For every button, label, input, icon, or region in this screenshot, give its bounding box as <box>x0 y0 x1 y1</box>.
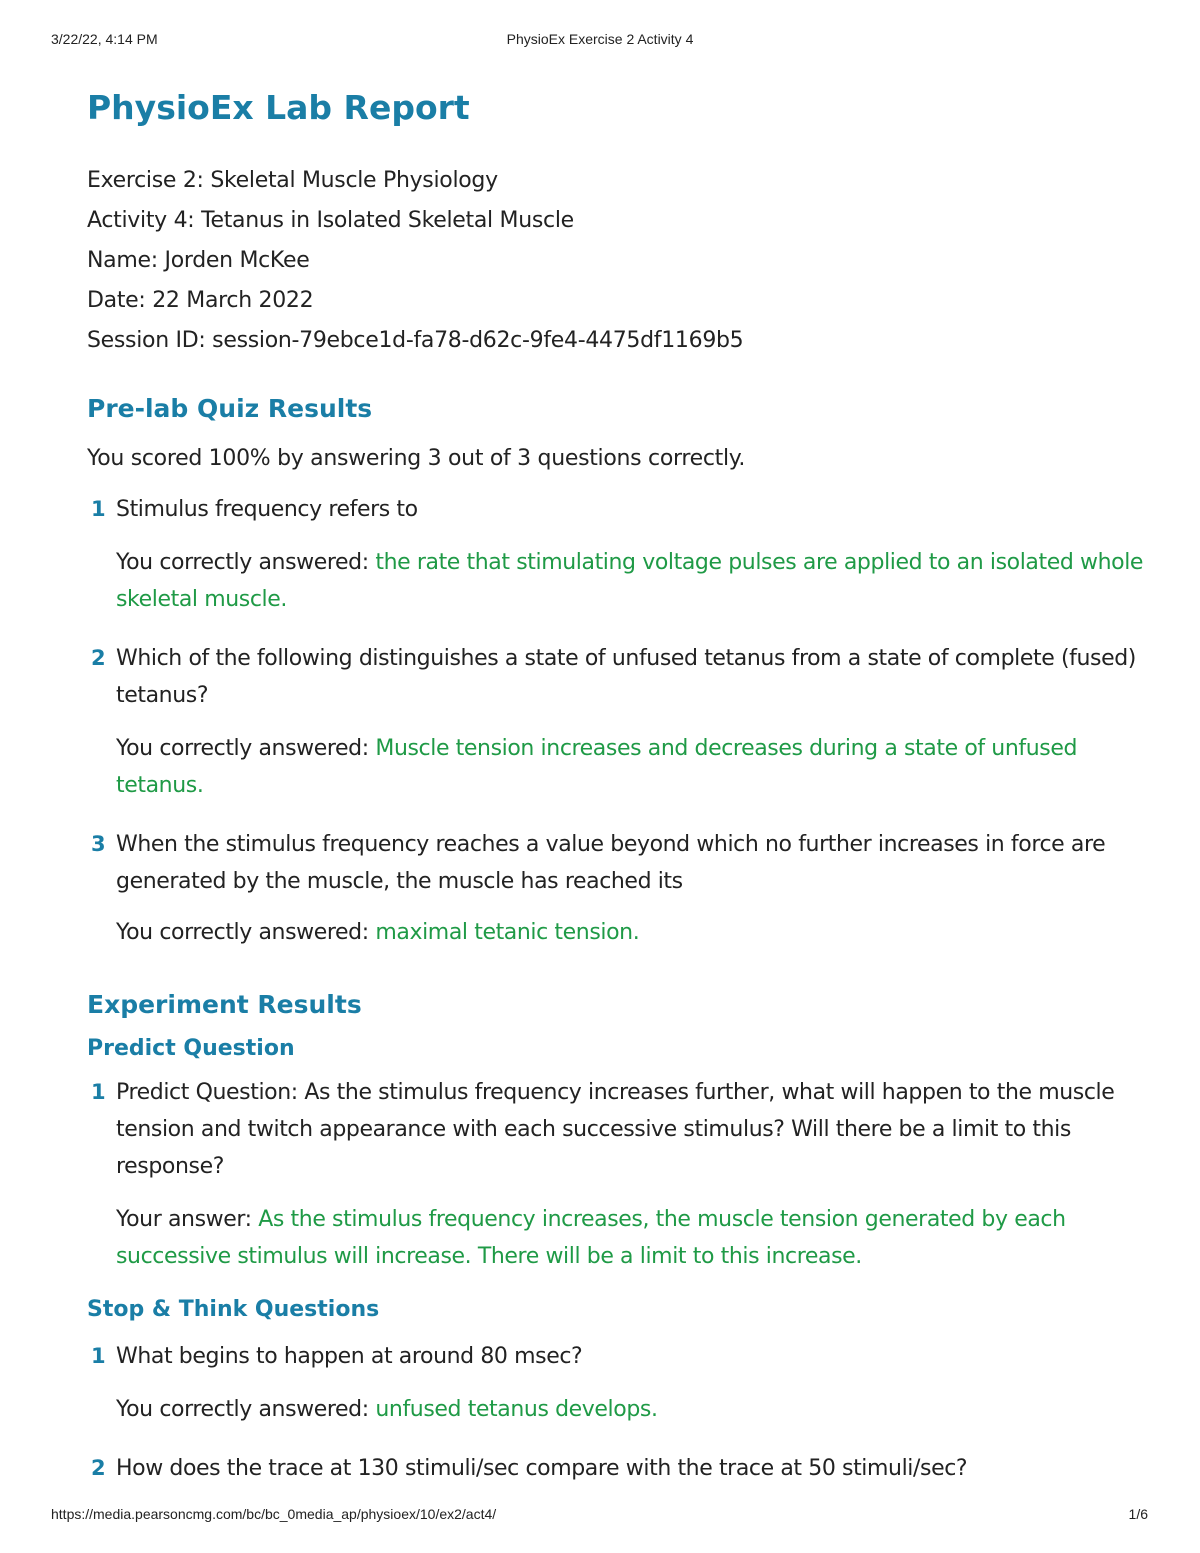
question-text: Which of the following distinguishes a state of unfused tetanus from a state of complete (fused) tetanus? <box>116 646 1136 708</box>
answer-text: maximal tetanic tension. <box>375 920 640 945</box>
report-content <box>87 84 1147 1487</box>
answer-text: Muscle tension increases and decreases during a state of unfused tetanus. <box>116 736 1078 798</box>
prelab-question <box>87 640 1147 714</box>
answer-text: As the stimulus frequency increases, the muscle tension generated by each successive stimulus will increase. There will be a limit to this increase. <box>116 1207 1066 1269</box>
predict-heading: Predict Question <box>87 1036 295 1061</box>
question-number: 2 <box>91 1456 106 1480</box>
date-line: Date: 22 March 2022 <box>87 288 314 313</box>
print-doc-title: PhysioEx Exercise 2 Activity 4 <box>506 31 694 47</box>
name-line: Name: Jorden McKee <box>87 248 310 273</box>
predict-answer <box>87 1201 1147 1275</box>
answer-prefix: Your answer: <box>116 1207 259 1232</box>
report-title: PhysioEx Lab Report <box>87 88 470 127</box>
answer-prefix: You correctly answered: <box>116 1397 376 1422</box>
exercise-line: Exercise 2: Skeletal Muscle Physiology <box>87 168 498 193</box>
prelab-question <box>87 826 1147 900</box>
question-text: What begins to happen at around 80 msec? <box>116 1344 583 1369</box>
print-datetime: 3/22/22, 4:14 PM <box>51 31 158 47</box>
experiment-heading: Experiment Results <box>87 990 362 1019</box>
question-text: Predict Question: As the stimulus frequency increases further, what will happen to the muscle tension and twitch appearance with each successive stimulus? Will there be a limit to this response? <box>116 1080 1115 1179</box>
answer-text: the rate that stimulating voltage pulses are applied to an isolated whole skeletal muscle. <box>116 550 1144 612</box>
answer-prefix: You correctly answered: <box>116 550 376 575</box>
question-text: How does the trace at 130 stimuli/sec compare with the trace at 50 stimuli/sec? <box>116 1456 968 1481</box>
activity-line: Activity 4: Tetanus in Isolated Skeletal Muscle <box>87 208 574 233</box>
question-number: 2 <box>91 646 106 670</box>
session-line: Session ID: session-79ebce1d-fa78-d62c-9fe4-4475df1169b5 <box>87 328 744 353</box>
stop-think-answer <box>87 1391 1147 1428</box>
prelab-answer <box>87 544 1147 618</box>
stop-think-question <box>87 1338 1147 1375</box>
print-page-number: 1/6 <box>1128 1506 1148 1522</box>
stop-think-heading: Stop & Think Questions <box>87 1297 380 1322</box>
question-number: 1 <box>91 1080 106 1104</box>
answer-prefix: You correctly answered: <box>116 736 376 761</box>
prelab-heading: Pre-lab Quiz Results <box>87 394 373 423</box>
prelab-score: You scored 100% by answering 3 out of 3 questions correctly. <box>87 446 746 471</box>
question-number: 1 <box>91 1344 106 1368</box>
question-number: 3 <box>91 832 106 856</box>
stop-think-question <box>87 1450 1147 1487</box>
print-footer <box>0 1506 1200 1526</box>
prelab-question <box>87 491 1147 528</box>
question-text: Stimulus frequency refers to <box>116 497 418 522</box>
predict-question <box>87 1074 1147 1185</box>
answer-text: unfused tetanus develops. <box>375 1397 658 1422</box>
prelab-answer <box>87 914 1147 951</box>
question-text: When the stimulus frequency reaches a value beyond which no further increases in force are generated by the muscle, the muscle has reached its <box>116 832 1106 894</box>
answer-prefix: You correctly answered: <box>116 920 376 945</box>
print-header <box>0 31 1200 51</box>
prelab-answer <box>87 730 1147 804</box>
report-meta <box>87 161 1147 361</box>
print-url: https://media.pearsoncmg.com/bc/bc_0media_ap/physioex/10/ex2/act4/ <box>51 1506 497 1522</box>
question-number: 1 <box>91 497 106 521</box>
